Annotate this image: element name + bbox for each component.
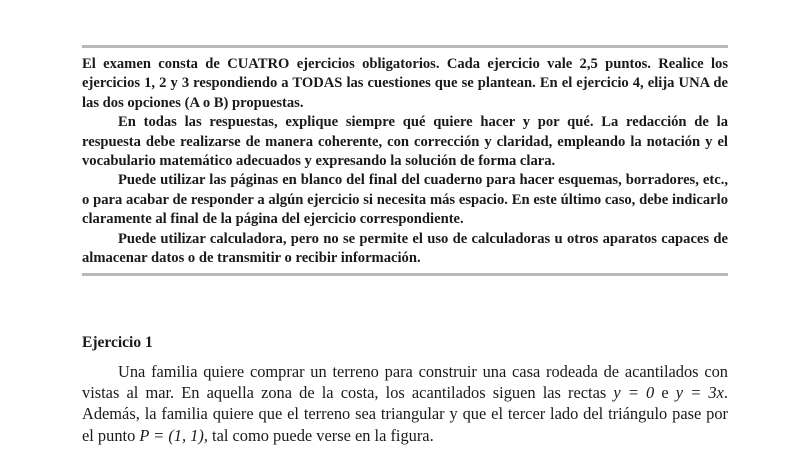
instructions-paragraph-2: En todas las respuestas, explique siempre qué quiere hacer y por qué. La redacción de la respuesta debe realizarse de manera coherente, con corrección y claridad, empleando la notación y el vocabulario matemático adecuados y expresando la solución de forma clara. <box>82 114 728 170</box>
cliff-line-2: y = 3x <box>675 383 724 403</box>
instructions-paragraph-4: Puede utilizar calculadora, pero no se permite el uso de calculadoras u otros aparatos capaces de almacenar datos o de transmitir o recibir información. <box>82 230 728 267</box>
statement-text-2: . Además, la familia quiere que el terreno sea triangular y que el tercer lado del triángulo pase por el punto <box>82 383 728 445</box>
statement-text-3: , tal como puede verse en la figura. <box>203 425 434 445</box>
instructions-paragraph-3: Puede utilizar las páginas en blanco del final del cuaderno para hacer esquemas, borradores, etc., o para acabar de responder a algún ejercicio si necesita más espacio. En este último caso, debe indicarlo claramente al final de la página del ejercicio correspondiente. <box>82 172 728 228</box>
exam-instructions <box>82 55 728 268</box>
instructions-paragraph-1: El examen consta de CUATRO ejercicios obligatorios. Cada ejercicio vale 2,5 puntos. Realice los ejercicios 1, 2 y 3 respondiendo a TODAS las cuestiones que se plantean. En el ejercicio 4, elija UNA de las dos opciones (A o B) propuestas. <box>82 56 728 111</box>
statement-text-1: Una familia quiere comprar un terreno para construir una casa rodeada de acantilados con vistas al mar. En aquella zona de la costa, los acantilados siguen las rectas <box>82 362 728 403</box>
exercise-statement <box>82 361 728 446</box>
statement-conjunction: e <box>654 383 676 403</box>
cliff-line-1: y = 0 <box>613 383 655 403</box>
top-divider <box>82 45 728 48</box>
point-p: P = (1, 1) <box>139 425 204 445</box>
bottom-divider <box>82 273 728 276</box>
exercise-title: Ejercicio 1 <box>82 334 153 351</box>
